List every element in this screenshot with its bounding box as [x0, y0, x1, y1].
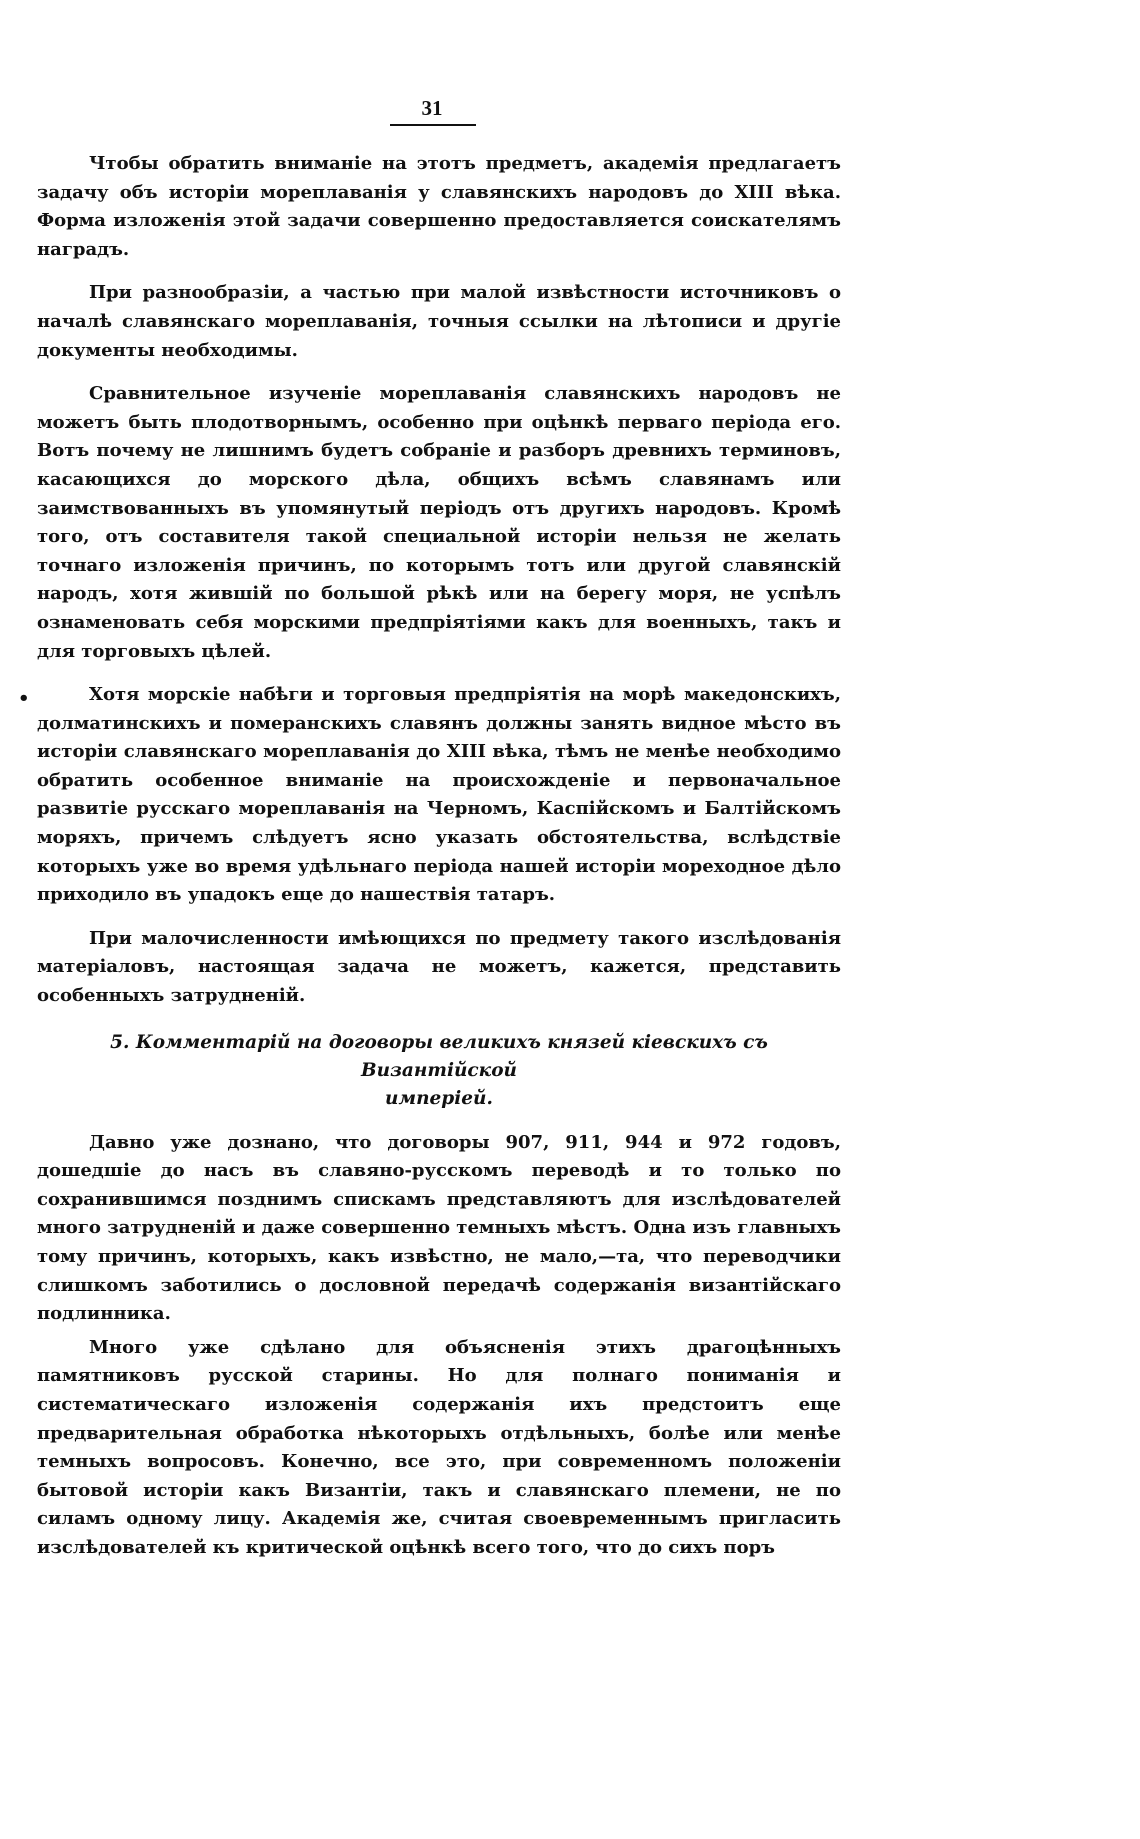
section-paragraph-1: Давно уже дознано, что договоры 907, 911, 944 и 972 годовъ, дошедшіе до насъ въ славяно-русскомъ переводѣ и то только по сохранившимся позднимъ спискамъ представляютъ для изслѣдователей много затрудненій и даже совершенно темныхъ мѣстъ. Одна изъ главныхъ тому причинъ, которыхъ, какъ извѣстно, не мало,—та, что переводчики слишкомъ заботились о дословной передачѣ содержанія византійскаго подлинника.	[37, 1131, 841, 1325]
section-heading-line-1: 5. Комментарій на договоры великихъ князей кіевскихъ съ Византійской	[110, 1031, 768, 1081]
section-heading-line-2: имперіей.	[385, 1087, 493, 1109]
section-heading	[37, 1029, 841, 1113]
paragraph-1: Чтобы обратить вниманіе на этотъ предметъ, академія предлагаетъ задачу объ исторіи мореплаванія у славянскихъ народовъ до XIII вѣка. Форма изложенія этой задачи совершенно предоставляется соискателямъ наградъ.	[37, 153, 841, 260]
paragraph-2: При разнообразіи, а частью при малой извѣстности источниковъ о началѣ славянскаго мореплаванія, точныя ссылки на лѣтописи и другіе документы необходимы.	[37, 282, 841, 361]
page-number: 31	[421, 96, 443, 120]
body-text	[37, 150, 841, 1563]
paragraph-3: Сравнительное изученіе мореплаванія славянскихъ народовъ не можетъ быть плодотворнымъ, особенно при оцѣнкѣ перваго періода его. Вотъ почему не лишнимъ будетъ собраніе и разборъ древнихъ терминовъ, касающихся до морского дѣла, общихъ всѣмъ славянамъ или заимствованныхъ въ упомянутый періодъ отъ другихъ народовъ. Кромѣ того, отъ составителя такой специальной исторіи нельзя не желать точнаго изложенія причинъ, по которымъ тотъ или другой славянскій народъ, хотя жившій по большой рѣкѣ или на берегу моря, не успѣлъ ознаменовать себя морскими предпріятіями какъ для военныхъ, такъ и для торговыхъ цѣлей.	[37, 383, 841, 662]
section-paragraph-2: Много уже сдѣлано для объясненія этихъ драгоцѣнныхъ памятниковъ русской старины. Но для полнаго пониманія и систематическаго изложенія содержанія ихъ предстоитъ еще предварительная обработка нѣкоторыхъ отдѣльныхъ, болѣе или менѣе темныхъ вопросовъ. Конечно, все это, при современномъ положеніи бытовой исторіи какъ Византіи, такъ и славянскаго племени, не по силамъ одному лицу. Академія же, считая своевременнымъ пригласить изслѣдователей къ критической оцѣнкѣ всего того, что до сихъ поръ	[37, 1336, 841, 1558]
paragraph-5: При малочисленности имѣющихся по предмету такого изслѣдованія матеріаловъ, настоящая задача не можетъ, кажется, представить особенныхъ затрудненій.	[37, 927, 841, 1007]
page-number-rule	[390, 124, 476, 126]
margin-mark: •	[18, 688, 30, 709]
paragraph-4: Хотя морскіе набѣги и торговыя предпріятія на морѣ македонскихъ, долматинскихъ и померанскихъ славянъ должны занять видное мѣсто въ исторіи славянскаго мореплаванія до XIII вѣка, тѣмъ не менѣе необходимо обратить особенное вниманіе на происхожденіе и первоначальное развитіе русскаго мореплаванія на Черномъ, Каспійскомъ и Балтійскомъ моряхъ, причемъ слѣдуетъ ясно указать обстоятельства, вслѣдствіе которыхъ уже во время удѣльнаго періода нашей исторіи мореходное дѣло приходило въ упадокъ еще до нашествія татаръ.	[37, 684, 841, 906]
